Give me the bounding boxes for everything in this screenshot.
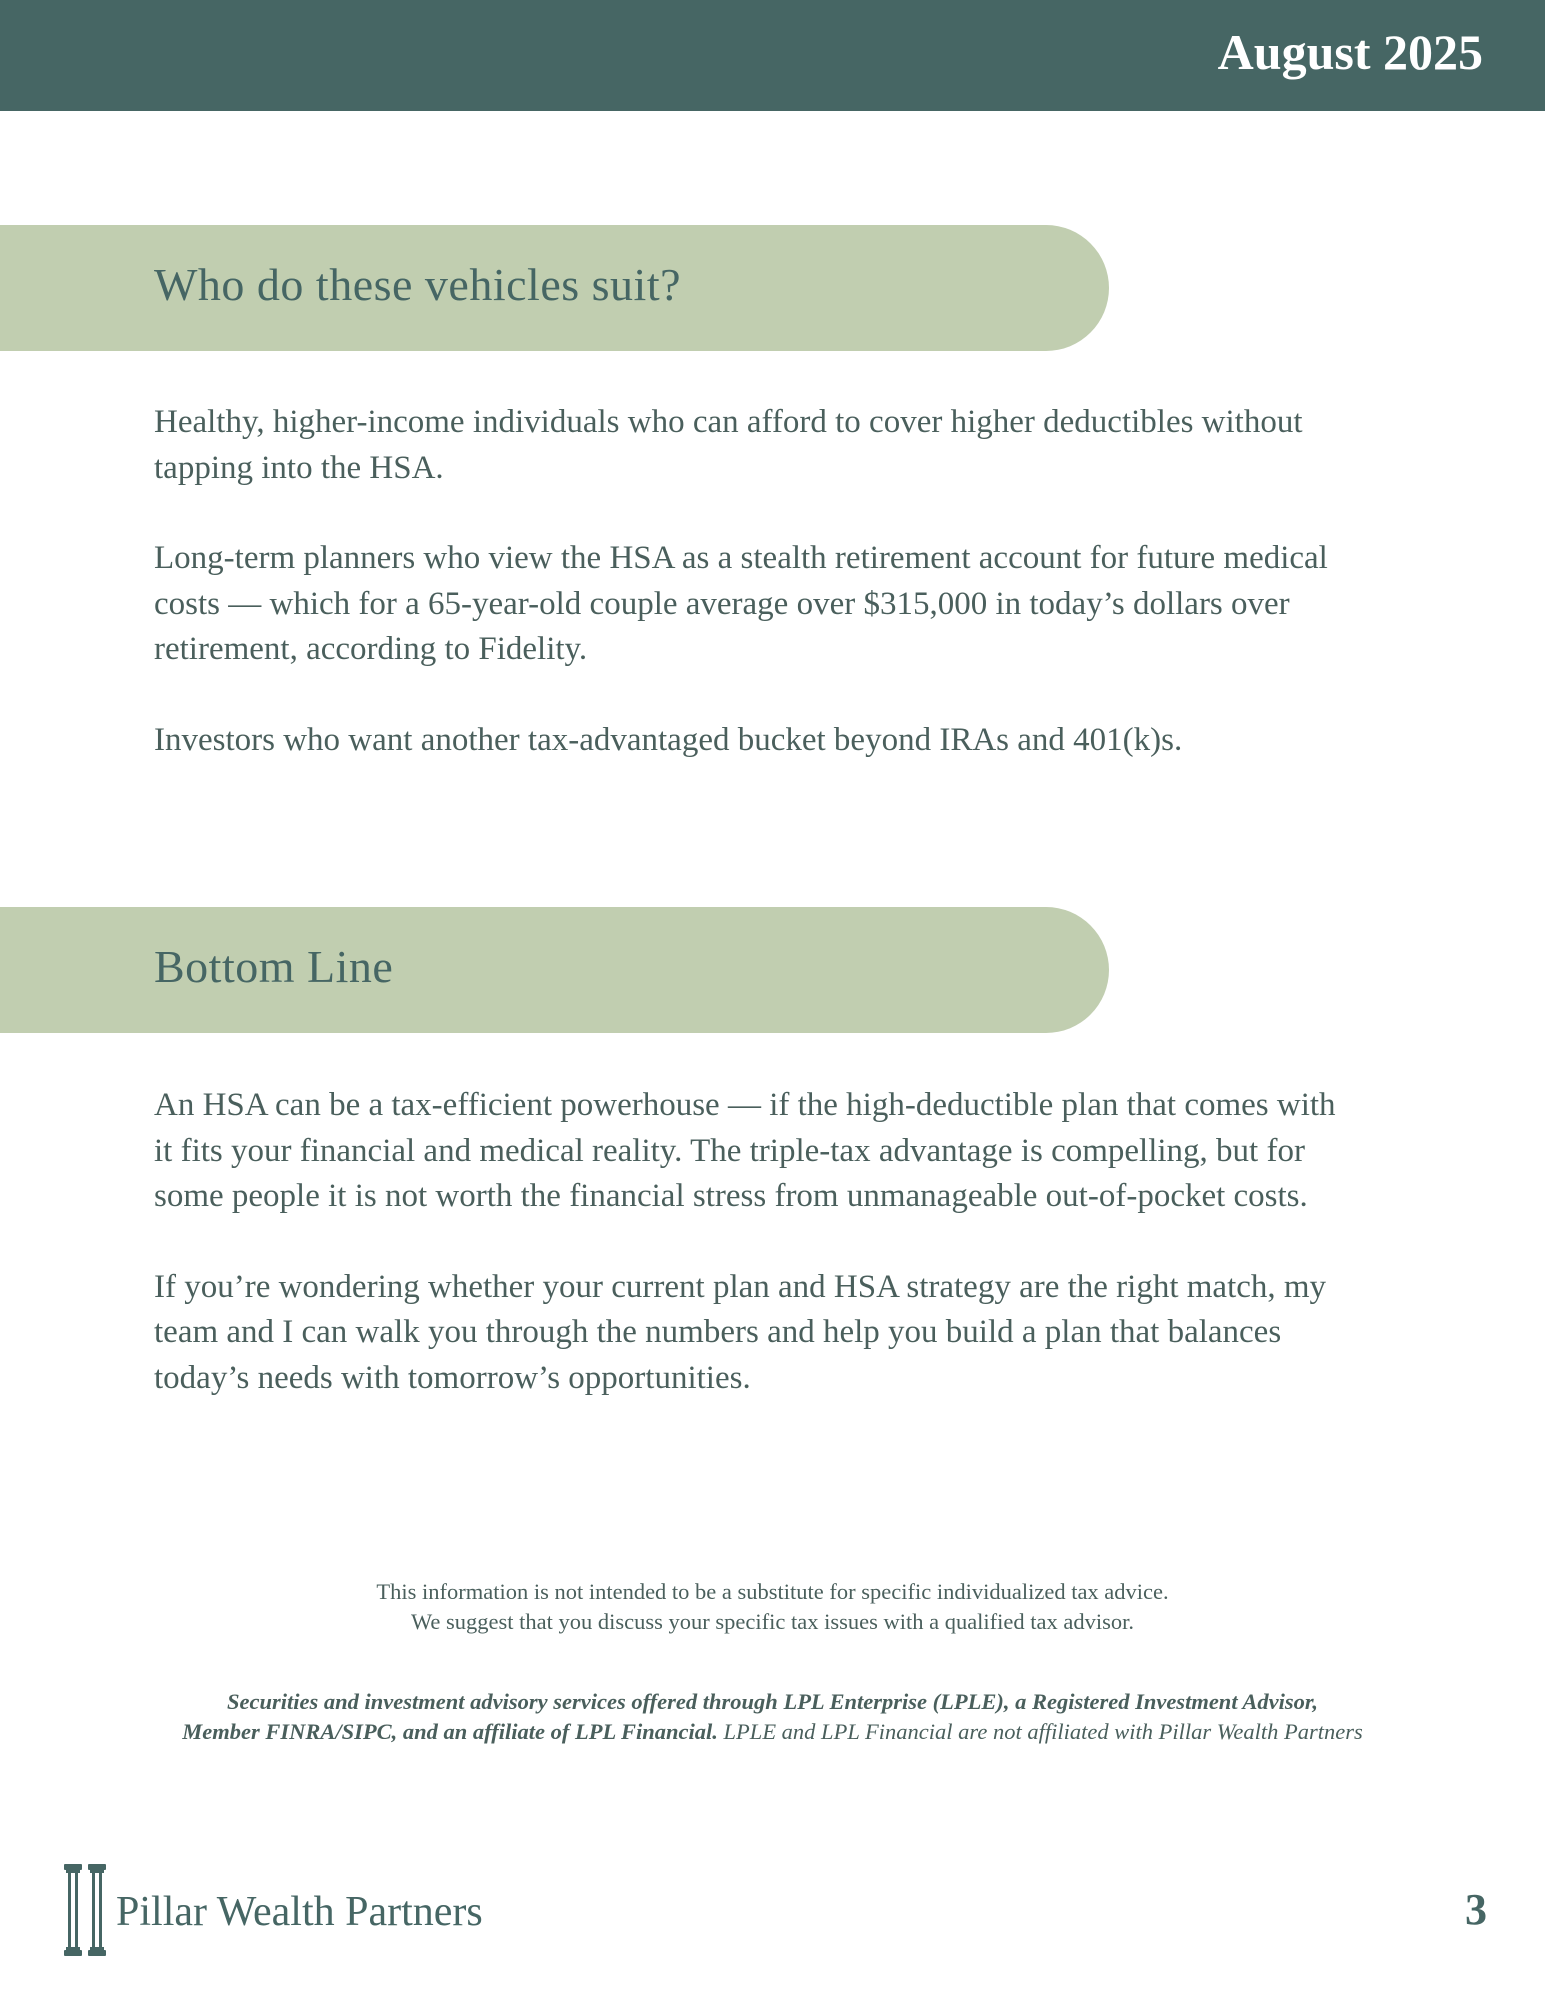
page-number: 3	[1465, 1885, 1487, 1934]
tax-disclaimer	[0, 1577, 1545, 1637]
section-heading-band-who-suit	[0, 225, 1109, 351]
paragraph: Long-term planners who view the HSA as a stealth retirement account for future medical costs — which for a 65-year-old couple average over $315,000 in today’s dollars over retirement, according to Fidelity.	[154, 540, 1328, 667]
legal-tail: LPLE and LPL Financial are not affiliated with Pillar Wealth Partners	[717, 1719, 1363, 1744]
brand-name: Pillar Wealth Partners	[116, 1889, 483, 1935]
section-body-who-suit	[154, 400, 1354, 808]
paragraph: An HSA can be a tax-efficient powerhouse — if the high-deductible plan that comes with it fits your financial and medical reality. The triple-tax advantage is compelling, but for some people it is not worth the financial stress from unmanageable out-of-pocket costs.	[154, 1087, 1336, 1214]
paragraph: Investors who want another tax-advantaged bucket beyond IRAs and 401(k)s.	[154, 721, 1183, 758]
legal-bold-line: Securities and investment advisory services offered through LPL Enterprise (LPLE), a Registered Investment Advisor,	[227, 1689, 1318, 1714]
section-heading: Who do these vehicles suit?	[154, 259, 682, 310]
section-body-bottom-line	[154, 1083, 1354, 1446]
issue-date: August 2025	[1217, 24, 1483, 80]
paragraph: Healthy, higher-income individuals who can afford to cover higher deductibles without tapping into the HSA.	[154, 404, 1303, 486]
header-bar	[0, 0, 1545, 111]
section-heading: Bottom Line	[154, 941, 394, 992]
section-heading-band-bottom-line	[0, 907, 1109, 1033]
disclaimer-line: This information is not intended to be a substitute for specific individualized tax advice.	[376, 1579, 1169, 1604]
disclaimer-line: We suggest that you discuss your specific tax issues with a qualified tax advisor.	[410, 1609, 1135, 1634]
paragraph: If you’re wondering whether your current plan and HSA strategy are the right match, my team and I can walk you through the numbers and help you build a plan that balances today’s needs with tomorrow’s opportunities.	[154, 1268, 1327, 1396]
pillar-logo-icon	[62, 1864, 108, 1956]
legal-bold-line: Member FINRA/SIPC, and an affiliate of LPL Financial.	[182, 1719, 718, 1744]
legal-notice	[0, 1687, 1545, 1747]
footer-brand	[62, 1862, 582, 1958]
